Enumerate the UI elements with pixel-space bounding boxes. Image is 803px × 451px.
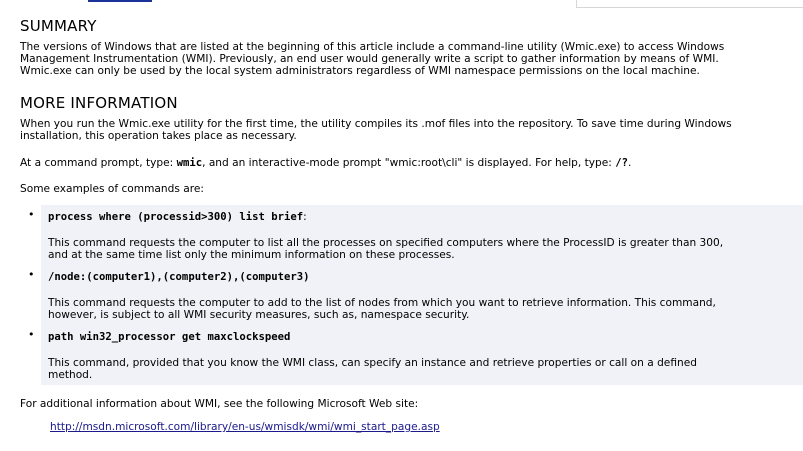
example-description-line: This command requests the computer to list all the processes on specified computers where the ProcessID is greater than 300, xyxy=(48,237,724,249)
example-description xyxy=(48,357,697,381)
example-item xyxy=(20,325,803,385)
summary-line: The versions of Windows that are listed at the beginning of this article include a command-line utility (Wmic.exe) to access Windows xyxy=(20,41,725,53)
more-information-paragraph xyxy=(20,118,795,142)
summary-paragraph xyxy=(20,41,795,77)
example-item xyxy=(20,205,803,265)
example-command xyxy=(48,271,310,283)
example-command-suffix: : xyxy=(303,211,307,223)
msdn-wmi-link[interactable]: http://msdn.microsoft.com/library/en-us/wmisdk/wmi/wmi_start_page.asp xyxy=(50,421,440,433)
example-description xyxy=(48,237,723,261)
example-command xyxy=(48,211,307,223)
summary-line: Management Instrumentation (WMI). Previously, an end user would generally write a script to gather information by means of WMI. xyxy=(20,53,719,65)
side-panel-edge xyxy=(576,0,803,8)
summary-heading: SUMMARY xyxy=(20,17,97,35)
more-information-line: installation, this operation takes place as necessary. xyxy=(20,130,297,142)
example-description-line: This command, provided that you know the WMI class, can specify an instance and retrieve properties or call on a defined xyxy=(48,357,697,369)
help-command: /? xyxy=(615,157,628,169)
wmic-command: wmic xyxy=(176,157,203,169)
example-command-text: /node:(computer1),(computer2),(computer3) xyxy=(48,271,310,283)
command-prompt-paragraph xyxy=(20,157,795,169)
bullet-icon: • xyxy=(28,268,35,281)
example-description-line: and at the same time list only the minimum information on these processes. xyxy=(48,249,455,261)
top-link-fragment[interactable] xyxy=(88,0,152,2)
example-command-text: path win32_processor get maxclockspeed xyxy=(48,331,291,343)
bullet-icon: • xyxy=(28,208,35,221)
bullet-icon: • xyxy=(28,328,35,341)
additional-info-text: For additional information about WMI, see the following Microsoft Web site: xyxy=(20,398,419,410)
example-item xyxy=(20,265,803,325)
example-description-line: however, is subject to all WMI security measures, such as, namespace security. xyxy=(48,309,470,321)
example-description xyxy=(48,297,716,321)
prompt-prefix: At a command prompt, type: xyxy=(20,157,177,169)
example-command xyxy=(48,331,290,343)
more-information-line: When you run the Wmic.exe utility for the first time, the utility compiles its .mof files into the repository. To save time during Windows xyxy=(20,118,732,130)
example-command-text: process where (processid>300) list brief xyxy=(48,211,304,223)
examples-list xyxy=(20,205,803,385)
prompt-suffix: . xyxy=(628,157,632,169)
prompt-middle: , and an interactive-mode prompt "wmic:root\cli" is displayed. For help, type: xyxy=(202,157,616,169)
summary-line: Wmic.exe can only be used by the local system administrators regardless of WMI namespace permissions on the local machine. xyxy=(20,65,700,77)
example-description-line: This command requests the computer to add to the list of nodes from which you want to retrieve information. This command, xyxy=(48,297,716,309)
more-information-heading: MORE INFORMATION xyxy=(20,94,178,112)
example-description-line: method. xyxy=(48,369,93,381)
examples-intro: Some examples of commands are: xyxy=(20,183,204,195)
